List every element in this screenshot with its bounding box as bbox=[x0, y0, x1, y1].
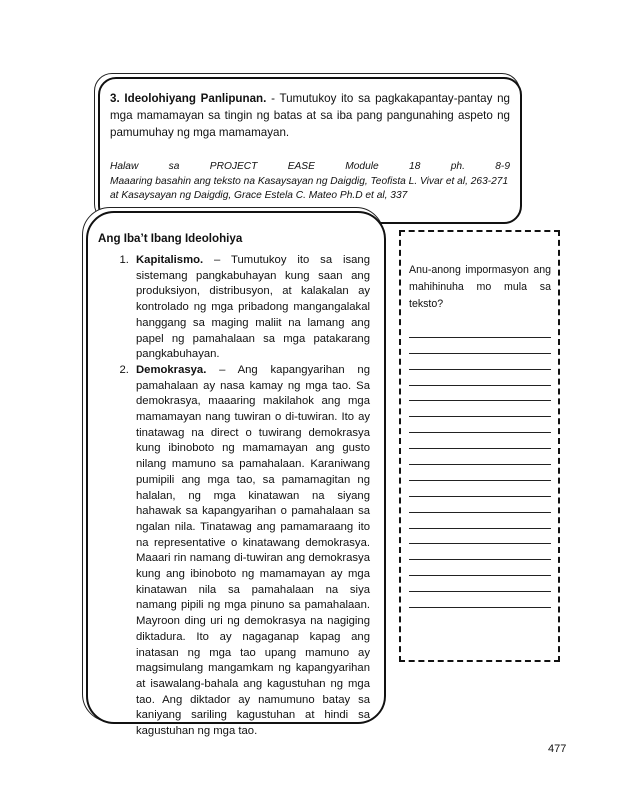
answer-line[interactable] bbox=[409, 544, 551, 560]
source-word: Module bbox=[345, 161, 379, 172]
source-rest: Maaaring basahin ang teksto na Kasaysayan ng Daigdig, Teofista L. Vivar et al, 263-271 at Kasaysayan ng Daigdig, Grace Estela C. Mateo Ph.D et al, 337 bbox=[110, 175, 509, 201]
list-item-kapitalismo bbox=[132, 253, 370, 363]
list-item-demokrasya bbox=[132, 363, 370, 740]
question-text: Anu-anong impormasyon ang mahihinuha mo mula sa teksto? bbox=[409, 264, 551, 310]
item-text: – Tumutukoy ito sa isang sistemang pangkabuhayan kung saan ang produksiyon, distribusyon, at kalakalan ay kontrolado ng mga pribadong mangangalakal hanggang sa maging maliit na lamang ang papel ng pamahalaan sa mga patakarang pangkabuhayan. bbox=[136, 254, 370, 361]
answer-line[interactable] bbox=[409, 354, 551, 370]
answer-line[interactable] bbox=[409, 529, 551, 545]
ideology-definition-box bbox=[98, 77, 522, 224]
source-word: EASE bbox=[287, 161, 315, 172]
source-word: Halaw bbox=[110, 161, 139, 172]
source-word: PROJECT bbox=[209, 161, 258, 172]
answer-line[interactable] bbox=[409, 481, 551, 497]
source-citation bbox=[110, 160, 510, 204]
definition-text: - Tumutukoy ito sa pagkakapantay-pantay ng mga mamamayan sa tingin ng batas at sa iba pang pangunahing aspeto ng pamumuhay ng mga mamamayan. bbox=[110, 92, 511, 139]
answer-line[interactable] bbox=[409, 401, 551, 417]
answer-line[interactable] bbox=[409, 370, 551, 386]
panel-heading: Ang Iba’t Ibang Ideolohiya bbox=[98, 232, 243, 245]
page-number: 477 bbox=[548, 743, 567, 755]
source-word: ph. bbox=[450, 161, 465, 172]
item-term: Demokrasya. bbox=[136, 363, 207, 376]
definition-paragraph bbox=[110, 90, 510, 141]
answer-line[interactable] bbox=[409, 449, 551, 465]
answer-line[interactable] bbox=[409, 513, 551, 529]
item-term: Kapitalismo. bbox=[136, 254, 204, 266]
answer-line[interactable] bbox=[409, 576, 551, 592]
definition-term: 3. Ideolohiyang Panlipunan. bbox=[110, 92, 267, 105]
source-line-1 bbox=[110, 160, 510, 175]
ideologies-list bbox=[98, 253, 370, 740]
source-word: 18 bbox=[409, 161, 421, 172]
answer-line[interactable] bbox=[409, 433, 551, 449]
item-text: – Ang kapangyarihan ng pamahalaan ay nasa kamay ng mga tao. Sa demokrasya, maaaring makilahok ang mga mamamayan nang tuwiran o di-tuwiran. Ito ay tinatawag na direct o tuwirang demokrasya kung ibinoboto ng mamamayan ang gusto nilang mamuno sa pamahalaan. Karaniwang pumipili ang mga tao, sa pamamagitan ng halalan, ng mga kinatawan na siyang hahawak sa kapangyarihan o pamahalaan sa ngalan nila. Tinatawag ang pamamaraang ito na representative o kinatawang demokrasya. Maaari rin namang di-tuwiran ang demokrasya kung ang ibinoboto ng mamamayan ay mga kinatawan nila sa pamahalaan na siya namang pipili ng mga pinuno sa pamahalaan. Mayroon ding uri ng demokrasya na nagiging diktadura. Ito ay nagaganap kapag ang inatasan ng mga tao upang mamuno ay magsimulang mangamkam ng kapangyarihan at isawalang-bahala ang kagustuhan ng mga tao. Ang diktador ay namumuno batay sa kaniyang sariling kagustuhan at hindi sa kagustuhan ng mga tao. bbox=[136, 363, 370, 738]
answer-line[interactable] bbox=[409, 322, 551, 338]
ideologies-panel bbox=[86, 211, 386, 738]
answer-line[interactable] bbox=[409, 465, 551, 481]
answer-line[interactable] bbox=[409, 560, 551, 576]
answer-line[interactable] bbox=[409, 417, 551, 433]
source-word: 8-9 bbox=[495, 161, 510, 172]
answer-line[interactable] bbox=[409, 386, 551, 402]
question-box bbox=[399, 230, 560, 662]
answer-line[interactable] bbox=[409, 592, 551, 608]
answer-line[interactable] bbox=[409, 338, 551, 354]
answer-line[interactable] bbox=[409, 497, 551, 513]
answer-lines bbox=[409, 322, 551, 608]
source-word: sa bbox=[168, 161, 180, 172]
